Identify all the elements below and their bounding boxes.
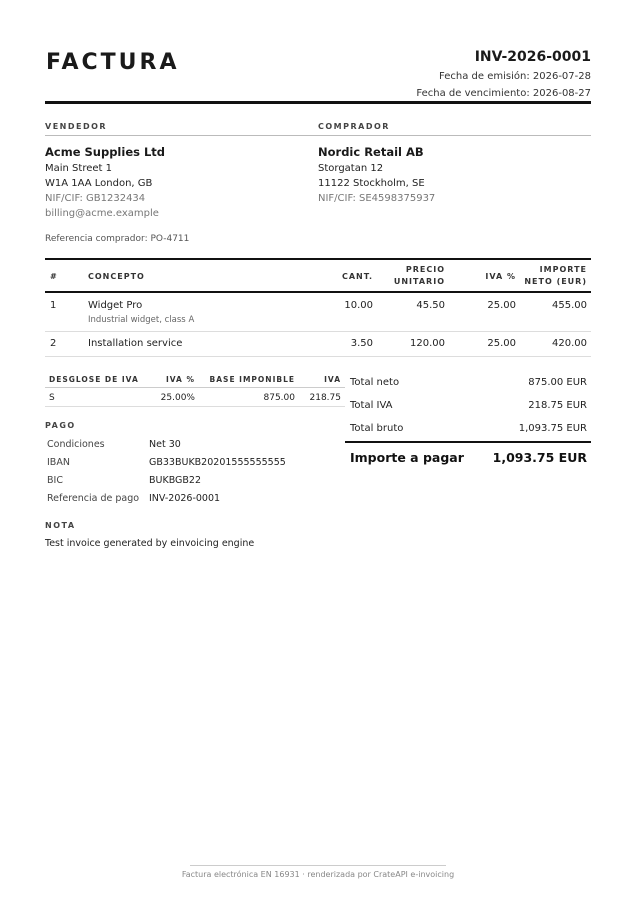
payment-terms-label: Condiciones [47, 439, 105, 450]
due-date: Fecha de vencimiento: 2026-08-27 [416, 88, 591, 99]
payment-label: PAGO [45, 421, 76, 430]
seller-tax-id: NIF/CIF: GB1232434 [45, 193, 146, 204]
seller-block [45, 122, 318, 219]
vat-col-base: BASE IMPONIBLE [209, 375, 295, 384]
payment-row [45, 493, 325, 511]
vat-rate: 25.00% [160, 393, 195, 403]
footer-divider [190, 865, 446, 866]
total-gross-value: 1,093.75 EUR [518, 423, 587, 434]
row-description: Industrial widget, class A [88, 315, 195, 325]
total-gross-label: Total bruto [350, 423, 404, 434]
row-net: 420.00 [552, 338, 587, 349]
vat-row [45, 388, 345, 407]
total-vat-label: Total IVA [350, 400, 393, 411]
total-vat-row [345, 395, 591, 418]
buyer-label: COMPRADOR [318, 122, 591, 136]
row-concept: Installation service [88, 338, 183, 349]
buyer-reference: Referencia comprador: PO-4711 [45, 234, 190, 244]
vat-col-vat: IVA [324, 375, 341, 384]
row-qty: 3.50 [350, 338, 373, 349]
payment-terms-value: Net 30 [149, 439, 181, 450]
payment-row [45, 457, 325, 475]
row-num: 1 [50, 300, 57, 311]
col-price-line1: PRECIO [405, 265, 445, 274]
vat-header [45, 372, 345, 388]
payment-reference-label: Referencia de pago [47, 493, 140, 504]
footer-text: Factura electrónica EN 16931 · renderizada por CrateAPI e-invoicing [181, 870, 455, 879]
col-qty: CANT. [341, 272, 373, 281]
col-concept: CONCEPTO [88, 272, 145, 281]
total-net-value: 875.00 EUR [528, 377, 587, 388]
vat-breakdown-table [45, 372, 345, 407]
amount-due-row [345, 443, 591, 471]
payment-reference-value: INV-2026-0001 [149, 493, 221, 504]
col-num: # [50, 272, 58, 281]
issue-date: Fecha de emisión: 2026-07-28 [439, 71, 591, 82]
row-concept: Widget Pro [88, 300, 143, 311]
vat-category: S [49, 393, 55, 403]
table-row [45, 293, 591, 332]
header-divider [45, 101, 591, 104]
row-vat: 25.00 [487, 338, 516, 349]
col-net [524, 264, 587, 288]
payment-row [45, 439, 325, 457]
payment-block [45, 421, 325, 511]
bic-value: BUKBGB22 [149, 475, 202, 486]
amount-due-label: Importe a pagar [350, 450, 464, 465]
vat-col-rate: IVA % [165, 375, 195, 384]
buyer-block [318, 122, 591, 204]
col-vat: IVA % [485, 272, 516, 281]
bic-label: BIC [47, 475, 63, 486]
table-header [45, 260, 591, 293]
buyer-city: 11122 Stockholm, SE [318, 178, 425, 189]
totals-block [345, 372, 591, 471]
iban-value: GB33BUKB20201555555555 [149, 457, 286, 468]
seller-email: billing@acme.example [45, 208, 159, 219]
seller-street: Main Street 1 [45, 163, 112, 174]
row-qty: 10.00 [344, 300, 373, 311]
col-net-line2: NETO (EUR) [524, 277, 587, 286]
total-vat-value: 218.75 EUR [528, 400, 587, 411]
row-net: 455.00 [552, 300, 587, 311]
vat-base: 875.00 [263, 393, 295, 403]
seller-city: W1A 1AA London, GB [45, 178, 153, 189]
row-price: 45.50 [416, 300, 445, 311]
vat-amount: 218.75 [309, 393, 341, 403]
total-gross-row [345, 418, 591, 441]
col-price [394, 264, 445, 288]
invoice-number: INV-2026-0001 [474, 49, 591, 65]
note-text: Test invoice generated by einvoicing engine [45, 538, 255, 549]
vat-col-title: DESGLOSE DE IVA [49, 375, 139, 384]
col-net-line1: IMPORTE [539, 265, 587, 274]
total-net-label: Total neto [350, 377, 400, 388]
total-net-row [345, 372, 591, 395]
buyer-street: Storgatan 12 [318, 163, 384, 174]
document-title: FACTURA [46, 50, 180, 75]
col-price-line2: UNITARIO [393, 277, 445, 286]
row-price: 120.00 [410, 338, 445, 349]
note-block [45, 521, 445, 549]
table-row [45, 332, 591, 357]
buyer-name: Nordic Retail AB [318, 145, 424, 159]
row-vat: 25.00 [487, 300, 516, 311]
note-label: NOTA [45, 521, 76, 530]
payment-row [45, 475, 325, 493]
line-items-table [45, 258, 591, 357]
seller-name: Acme Supplies Ltd [45, 145, 166, 159]
seller-label: VENDEDOR [45, 122, 318, 136]
iban-label: IBAN [47, 457, 70, 468]
row-num: 2 [50, 338, 57, 349]
amount-due-value: 1,093.75 EUR [492, 450, 587, 465]
buyer-tax-id: NIF/CIF: SE4598375937 [318, 193, 436, 204]
